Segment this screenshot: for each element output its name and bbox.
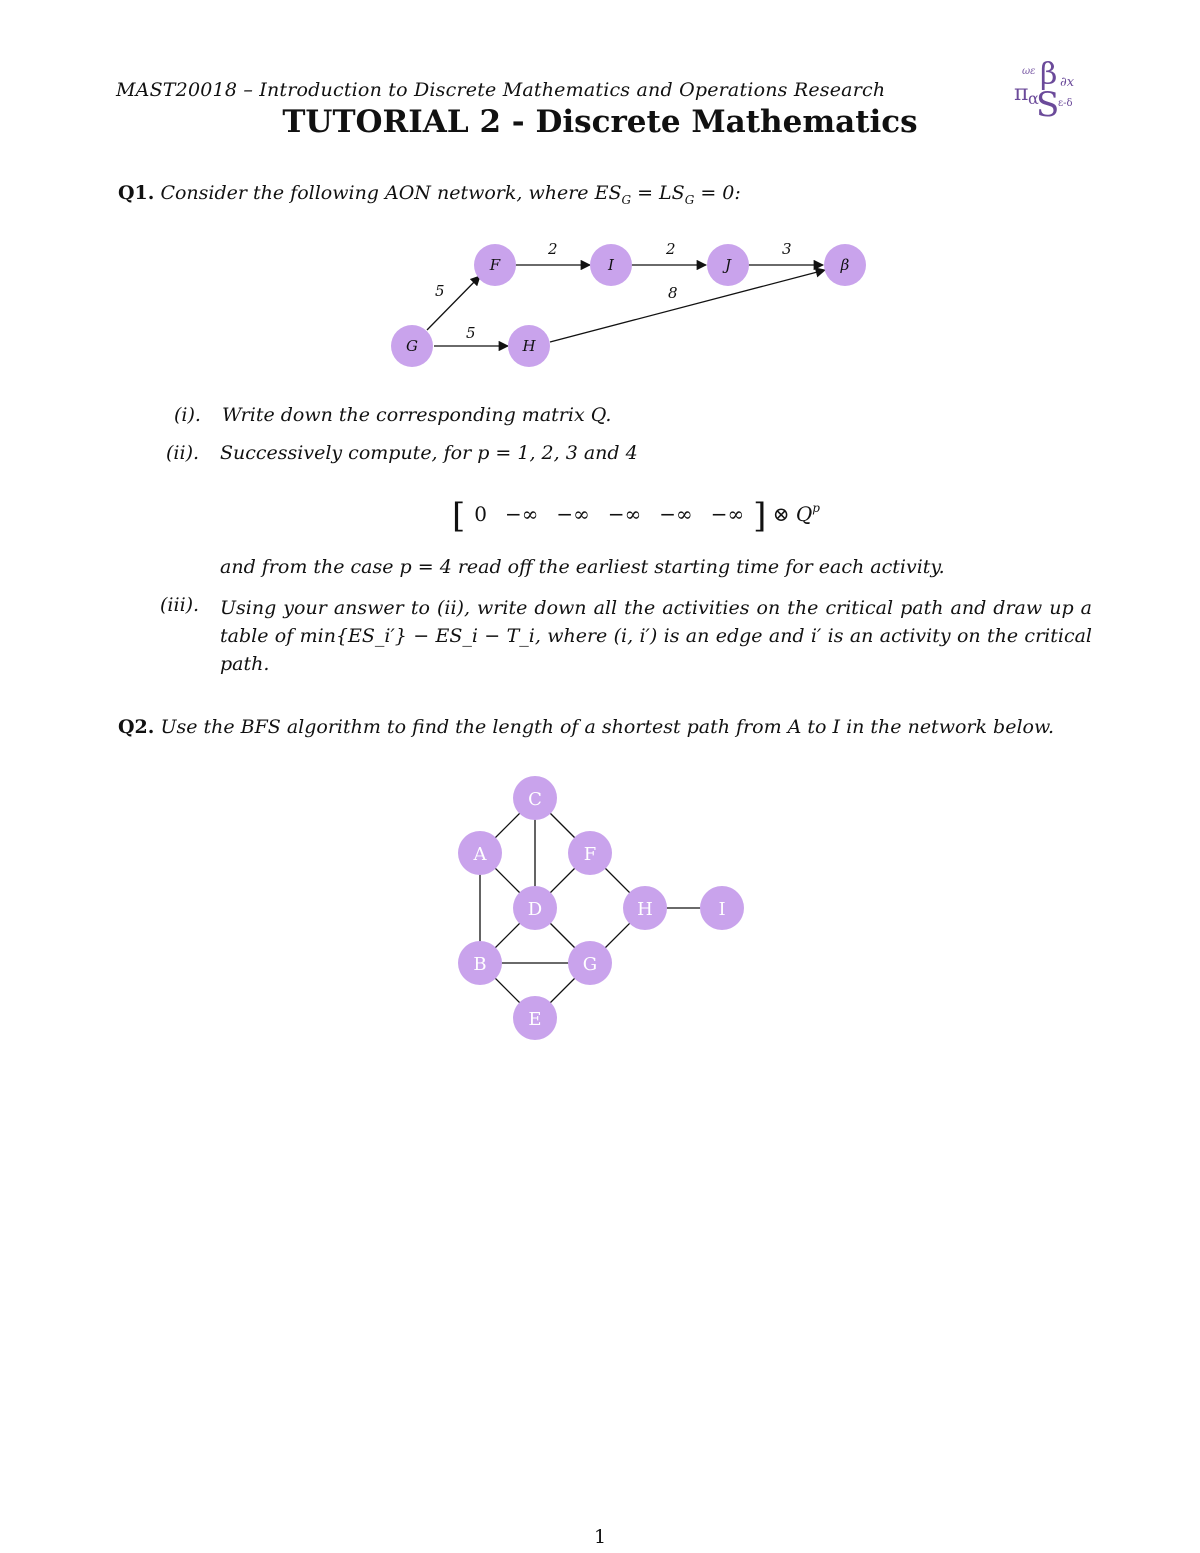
question-number: Q1. (118, 182, 155, 204)
graph-label-E: E (528, 1009, 542, 1030)
part-iii-text: Using your answer to (ii), write down all the activities on the critical path and draw up a table of min{ES_i′} − ES_i − T_i, where (i, i′) is an edge and i′ is an activity on the critical path. (220, 597, 1092, 675)
node-label-H: H (522, 337, 536, 355)
node-label-J: J (724, 256, 732, 274)
part-i-text: Write down the corresponding matrix Q. (222, 404, 612, 426)
graph-label-G: G (582, 954, 598, 975)
part-i-label: (i). (174, 404, 201, 426)
right-bracket: ] (753, 496, 767, 536)
logo-alpha: α (1028, 89, 1039, 108)
weight-G-H: 5 (466, 324, 476, 342)
graph-label-C: C (528, 789, 542, 810)
question-text: Consider the following AON network, where $ES_G = LS_G = 0$: (160, 182, 741, 207)
logo-omega: ωε (1022, 66, 1036, 77)
left-bracket: [ (452, 496, 466, 536)
graph-label-B: B (473, 954, 487, 975)
row-vector-expression (452, 496, 820, 536)
weight-F-I: 2 (548, 240, 558, 258)
logo-dx: ∂x (1060, 75, 1075, 90)
vector-entry: −∞ (505, 502, 539, 526)
part-iii-label: (iii). (160, 594, 200, 616)
vector-entry: −∞ (710, 502, 745, 526)
logo-pi: π (1014, 81, 1029, 106)
graph-label-I: I (718, 899, 726, 920)
matrix-base: Q (795, 502, 813, 526)
question-2-heading (118, 716, 1054, 738)
logo-s: S (1036, 85, 1060, 122)
matrix-exponent: p (812, 501, 820, 515)
part-ii-text: Successively compute, for p = 1, 2, 3 and 4 (220, 442, 638, 464)
node-label-I: I (608, 256, 614, 274)
vector-entry: −∞ (659, 502, 693, 526)
page-number: 1 (593, 1526, 607, 1548)
weight-H-beta: 8 (668, 284, 678, 302)
vector-entry: 0 (474, 502, 487, 526)
logo-eps-delta: ε-δ (1058, 98, 1073, 109)
otimes-operator: ⊗ (772, 502, 790, 526)
node-label-G: G (406, 337, 418, 355)
question-text: Use the BFS algorithm to find the length of a shortest path from A to I in the network below. (160, 716, 1055, 738)
graph-label-A: A (473, 844, 487, 865)
graph-label-F: F (583, 844, 597, 865)
vector-entry: −∞ (556, 502, 590, 526)
weight-J-beta: 3 (782, 240, 792, 258)
bfs-graph (458, 776, 744, 1040)
graph-label-H: H (637, 899, 653, 920)
node-label-F: F (489, 256, 501, 274)
vector-entry: −∞ (607, 502, 642, 526)
graph-label-D: D (527, 899, 543, 920)
weight-I-J: 2 (666, 240, 676, 258)
part-ii-followup: and from the case p = 4 read off the earliest starting time for each activity. (220, 556, 945, 578)
logo-beta: β (1040, 58, 1058, 92)
edge-H-beta (550, 270, 825, 342)
part-ii-label: (ii). (166, 442, 200, 464)
weight-G-F: 5 (435, 282, 445, 300)
aon-network (391, 240, 866, 367)
course-title: MAST20018 – Introduction to Discrete Mathematics and Operations Research (116, 79, 886, 101)
page-title: TUTORIAL 2 - Discrete Mathematics (282, 104, 918, 140)
node-label-beta: β (840, 256, 850, 274)
question-number: Q2. (118, 716, 155, 738)
